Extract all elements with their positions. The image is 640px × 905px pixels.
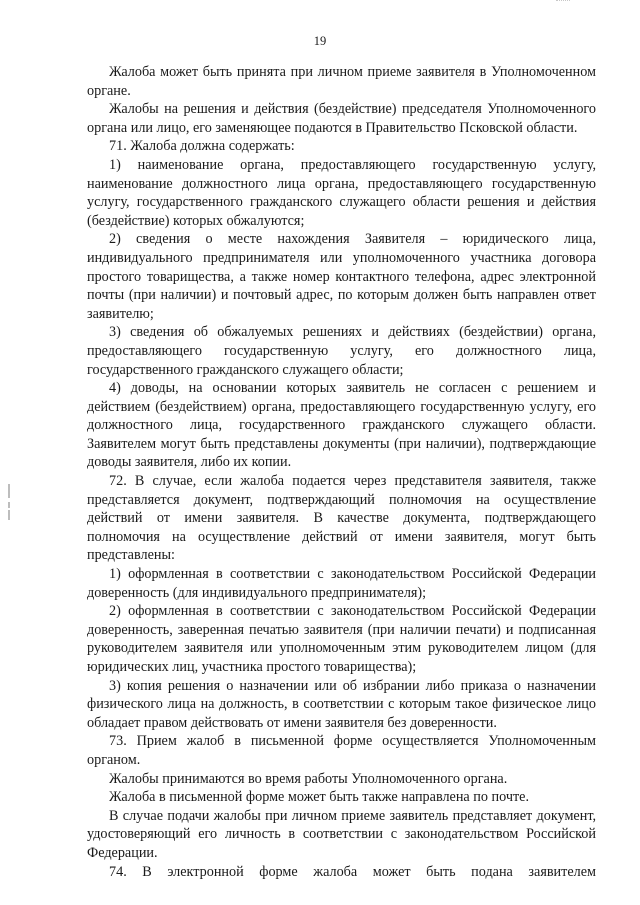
paragraph: Жалобы на решения и действия (бездействие) председателя Уполномоченного органа или лицо, его заменяющее подаются в Правительство Псковской области. — [87, 101, 596, 136]
page-number: 19 — [313, 34, 327, 48]
paragraph: 3) сведения об обжалуемых решениях и действиях (бездействии) органа, предоставляющего государственную услугу, его должностного лица, государственного гражданского служащего области; — [87, 324, 596, 378]
paragraph: 2) сведения о месте нахождения Заявителя – юридического лица, индивидуального предпринимателя или уполномоченного участника договора простого товарищества, а также номер контактного телефона, адрес электронной почты (при наличии) и почтовый адрес, по которым должен быть направлен ответ заявителю; — [87, 231, 596, 322]
paragraph: 3) копия решения о назначении или об избрании либо приказа о назначении физического лица на должность, в соответствии с которым такое физическое лицо обладает правом действовать от имени заявителя без доверенности. — [87, 677, 596, 731]
paragraph: Жалобы принимаются во время работы Уполномоченного органа. — [109, 770, 508, 787]
paragraph: Жалоба в письменной форме может быть также направлена по почте. — [109, 789, 530, 806]
paragraph: 1) оформленная в соответствии с законодательством Российской Федерации доверенность (для индивидуального предпринимателя); — [87, 566, 596, 601]
paragraph: 1) наименование органа, предоставляющего государственную услугу, наименование должностного лица органа, предоставляющего государственную услугу, государственного гражданского служащего области решения и действия (бездействие) которых обжалуются; — [87, 156, 596, 229]
paragraph: 4) доводы, на основании которых заявитель не согласен с решением и действием (бездействием) органа, предоставляющего государственную услугу, его должностного лица, государственного гражданского служащего области. Заявителем могут быть представлены документы (при наличии), подтверждающие доводы заявителя, либо их копии. — [87, 380, 596, 471]
scan-artifact — [8, 484, 10, 498]
paragraph: В случае подачи жалобы при личном приеме заявитель представляет документ, удостоверяющий его личность в соответствии с законодательством Российской Федерации. — [87, 807, 596, 861]
paragraph: 73. Прием жалоб в письменной форме осуществляется Уполномоченным органом. — [87, 733, 596, 768]
paragraph: 72. В случае, если жалоба подается через представителя заявителя, также представляется документ, подтверждающий полномочия на осуществление действий от имени заявителя. В качестве документа, подтверждающего полномочия на осуществление действий от имени заявителя, могут быть представлены: — [87, 473, 596, 564]
scan-artifact — [8, 510, 10, 520]
paragraph: 71. Жалоба должна содержать: — [109, 138, 295, 155]
scan-artifact — [556, 0, 570, 4]
document-body — [87, 63, 596, 881]
paragraph: Жалоба может быть принята при личном приеме заявителя в Уполномоченном органе. — [87, 64, 596, 99]
scan-artifact — [8, 502, 10, 508]
paragraph: 2) оформленная в соответствии с законодательством Российской Федерации доверенность, заверенная печатью заявителя (при наличии печати) и подписанная руководителем заявителя или уполномоченным этим руководителем лицом (для юридических лиц, участника простого товарищества); — [87, 603, 596, 675]
paragraph: 74. В электронной форме жалоба может быть подана заявителем — [109, 863, 596, 880]
